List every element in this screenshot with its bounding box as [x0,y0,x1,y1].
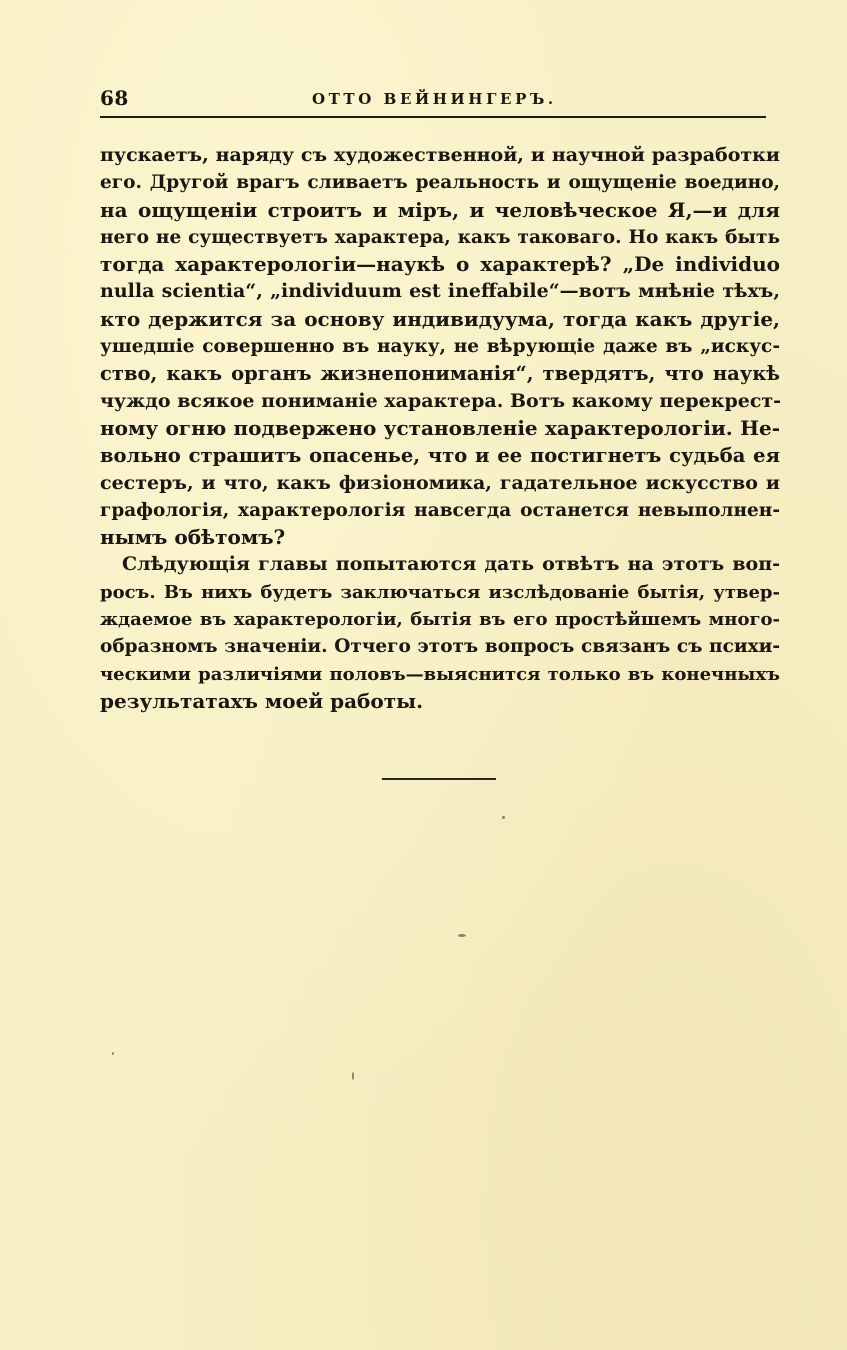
text-line: чуждо всякое пониманiе характера. Вотъ какому перекрест- [100,389,782,412]
header-rule [100,116,766,118]
text-line: ному огню подвержено установленiе характерологiи. Не- [100,415,780,440]
paper-speck [112,1052,114,1055]
running-head [100,86,766,116]
text-line: образномъ значенiи. Отчего этотъ вопросъ связанъ съ психи- [100,636,780,658]
paragraph-2 [100,551,780,715]
text-line: ство, какъ органъ жизнепониманiя“, твердятъ, что наукѣ [100,362,780,386]
text-line: на ощущенiи строитъ и мiръ, и человѣческое Я,—и для [100,197,780,222]
page-number: 68 [100,86,129,110]
text-line: графологiя, характерологiя навсегда останется невыполнен- [100,499,780,521]
running-head-title: ОТТО ВЕЙНИНГЕРЪ. [312,90,557,108]
text-line: тогда характерологiи—наукѣ о характерѣ? „De individuo [100,252,780,277]
text-line: него не существуетъ характера, какъ таковаго. Но какъ быть [100,226,780,248]
text-line: росъ. Въ нихъ будетъ заключаться изслѣдованiе бытiя, утвер- [100,581,780,603]
text-line: сестеръ, и что, какъ физiономика, гадательное искусство и [100,471,780,494]
text-line: ушедшiе совершенно въ науку, не вѣрующiе даже въ „искус- [100,336,780,358]
text-line: вольно страшитъ опасенье, что и ее постигнетъ судьба ея [100,444,780,468]
paragraph-1 [100,142,780,551]
text-line: нымъ обѣтомъ? [100,525,286,550]
text-line: Слѣдующiя главы попытаются дать отвѣтъ на этотъ воп- [122,553,780,576]
body-text [100,142,780,715]
text-line: пускаетъ, наряду съ художественной, и научной разработки [100,144,780,166]
paper-speck [352,1072,354,1080]
text-line: ческими различiями половъ—выяснится только въ конечныхъ [100,663,780,685]
text-line: его. Другой врагъ сливаетъ реальность и ощущенiе воедино, [100,172,780,194]
paper-speck [502,816,505,819]
text-line: результатахъ моей работы. [100,688,424,713]
paper-speck [458,934,466,937]
text-line: ждаемое въ характерологiи, бытiя въ его простѣйшемъ много- [100,609,780,631]
text-line: кто держится за основу индивидуума, тогда какъ другiе, [100,306,780,331]
text-line: nulla scientia“, „individuum est ineffabile“—вотъ мнѣнiе тѣхъ, [100,280,780,303]
section-end-rule [382,778,496,780]
